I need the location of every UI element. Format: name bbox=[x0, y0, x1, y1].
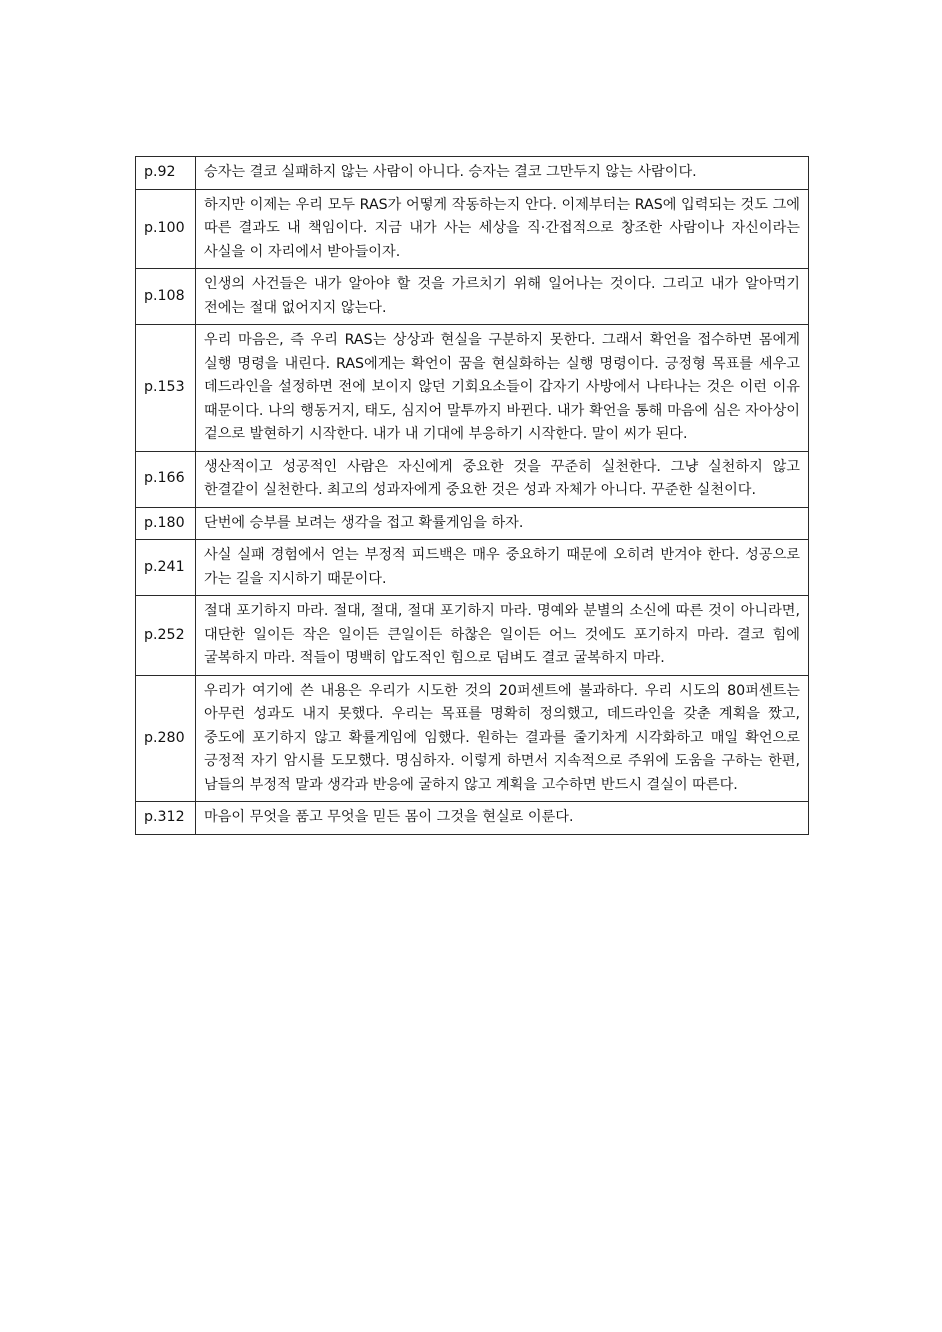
table-row bbox=[136, 540, 809, 596]
page-reference: p.252 bbox=[136, 596, 196, 676]
table-row bbox=[136, 675, 809, 802]
table-row bbox=[136, 507, 809, 540]
table-row bbox=[136, 451, 809, 507]
page-reference: p.100 bbox=[136, 189, 196, 269]
table-row bbox=[136, 157, 809, 190]
quote-text: 단번에 승부를 보려는 생각을 접고 확률게임을 하자. bbox=[196, 507, 809, 540]
quote-text: 하지만 이제는 우리 모두 RAS가 어떻게 작동하는지 안다. 이제부터는 RAS에 입력되는 것도 그에 따른 결과도 내 책임이다. 지금 내가 사는 세상을 직·간접적으로 창조한 사람이나 자신이라는 사실을 이 자리에서 받아들이자. bbox=[196, 189, 809, 269]
page-reference: p.241 bbox=[136, 540, 196, 596]
table-row bbox=[136, 802, 809, 835]
quote-text: 우리가 여기에 쓴 내용은 우리가 시도한 것의 20퍼센트에 불과하다. 우리 시도의 80퍼센트는 아무런 성과도 내지 못했다. 우리는 목표를 명확히 정의했고, 데드라인을 갖춘 계획을 짰고, 중도에 포기하지 않고 확률게임에 임했다. 원하는 결과를 줄기차게 시각화하고 매일 확언으로 긍정적 자기 암시를 도모했다. 명심하자. 이렇게 하면서 지속적으로 주위에 도움을 구하는 한편, 남들의 부정적 말과 생각과 반응에 굴하지 않고 계획을 고수하면 반드시 결실이 따른다. bbox=[196, 675, 809, 802]
page-reference: p.180 bbox=[136, 507, 196, 540]
quote-text: 절대 포기하지 마라. 절대, 절대, 절대 포기하지 마라. 명예와 분별의 소신에 따른 것이 아니라면, 대단한 일이든 작은 일이든 큰일이든 하찮은 일이든 어느 것에도 포기하지 마라. 결코 힘에 굴복하지 마라. 적들이 명백히 압도적인 힘으로 덤벼도 결코 굴복하지 마라. bbox=[196, 596, 809, 676]
quote-text: 사실 실패 경험에서 얻는 부정적 피드백은 매우 중요하기 때문에 오히려 반겨야 한다. 성공으로 가는 길을 지시하기 때문이다. bbox=[196, 540, 809, 596]
page-reference: p.312 bbox=[136, 802, 196, 835]
quote-text: 인생의 사건들은 내가 알아야 할 것을 가르치기 위해 일어나는 것이다. 그리고 내가 알아먹기 전에는 절대 없어지지 않는다. bbox=[196, 269, 809, 325]
page-reference: p.153 bbox=[136, 325, 196, 452]
table-row bbox=[136, 189, 809, 269]
quote-text: 승자는 결코 실패하지 않는 사람이 아니다. 승자는 결코 그만두지 않는 사람이다. bbox=[196, 157, 809, 190]
page-reference: p.108 bbox=[136, 269, 196, 325]
page-reference: p.166 bbox=[136, 451, 196, 507]
page-reference: p.92 bbox=[136, 157, 196, 190]
quote-text: 생산적이고 성공적인 사람은 자신에게 중요한 것을 꾸준히 실천한다. 그냥 실천하지 않고 한결같이 실천한다. 최고의 성과자에게 중요한 것은 성과 자체가 아니다. 꾸준한 실천이다. bbox=[196, 451, 809, 507]
table-row bbox=[136, 325, 809, 452]
table-row bbox=[136, 596, 809, 676]
page-reference: p.280 bbox=[136, 675, 196, 802]
quote-text: 우리 마음은, 즉 우리 RAS는 상상과 현실을 구분하지 못한다. 그래서 확언을 접수하면 몸에게 실행 명령을 내린다. RAS에게는 확언이 꿈을 현실화하는 실행 명령이다. 긍정형 목표를 세우고 데드라인을 설정하면 전에 보이지 않던 기회요소들이 갑자기 사방에서 나타나는 것은 이런 이유 때문이다. 나의 행동거지, 태도, 심지어 말투까지 바뀐다. 내가 확언을 통해 마음에 심은 자아상이 겉으로 발현하기 시작한다. 내가 내 기대에 부응하기 시작한다. 말이 씨가 된다. bbox=[196, 325, 809, 452]
quotes-table bbox=[135, 156, 809, 835]
quote-text: 마음이 무엇을 품고 무엇을 믿든 몸이 그것을 현실로 이룬다. bbox=[196, 802, 809, 835]
table-row bbox=[136, 269, 809, 325]
